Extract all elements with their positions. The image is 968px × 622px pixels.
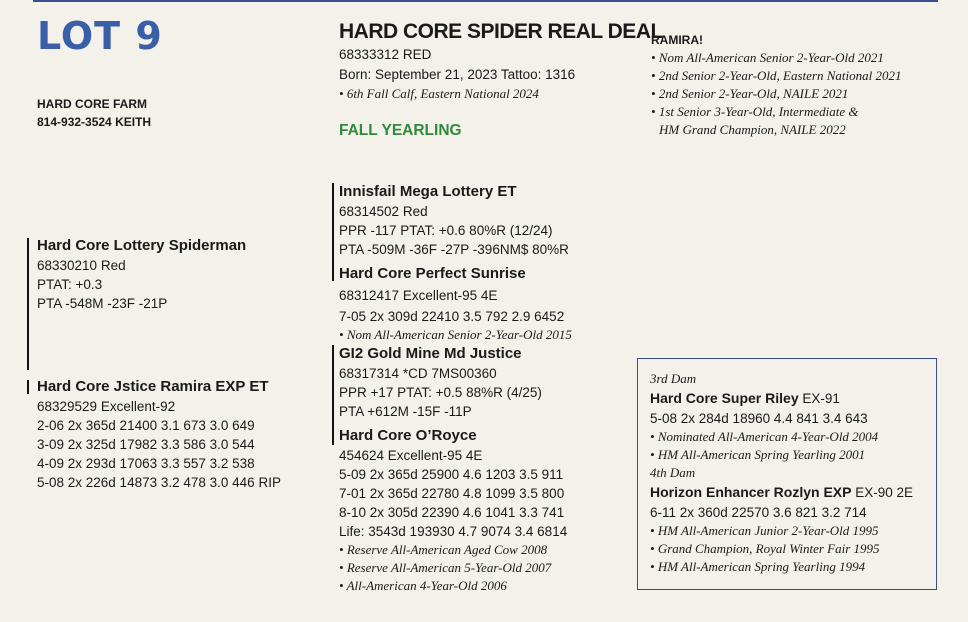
dam-sire-block	[339, 344, 542, 421]
dam-line: 3-09 2x 325d 17982 3.3 586 3.0 544	[37, 437, 255, 452]
animal-born: Born: September 21, 2023 Tattoo: 1316	[339, 67, 576, 82]
dam-sire-connector-line	[332, 345, 334, 445]
sire-dam-award: • Nom All-American Senior 2-Year-Old 2015	[339, 327, 572, 342]
sire-line: PTA -548M -23F -21P	[37, 296, 168, 311]
ramira-item: • 2nd Senior 2-Year-Old, NAILE 2021	[651, 86, 849, 101]
ramira-honors	[651, 33, 901, 139]
animal-name: HARD CORE SPIDER REAL DEAL	[339, 20, 663, 43]
top-rule	[33, 0, 938, 2]
third-dam-record: 5-08 2x 284d 18960 4.4 841 3.4 643	[650, 411, 868, 426]
consignor-block	[37, 95, 151, 131]
sire-sire-line: PPR -117 PTAT: +0.6 80%R (12/24)	[339, 223, 553, 238]
sire-sire-line: PTA -509M -36F -27P -396NM$ 80%R	[339, 242, 569, 257]
animal-class: FALL YEARLING	[339, 122, 462, 139]
sire-connector-line	[27, 238, 29, 370]
consignor-contact: 814-932-3524 KEITH	[37, 115, 152, 129]
sire-name: Hard Core Lottery Spiderman	[37, 237, 247, 254]
sire-dam-block	[339, 264, 572, 344]
dam-connector-line	[27, 380, 29, 394]
fourth-dam-award: • HM All-American Junior 2-Year-Old 1995	[650, 523, 879, 538]
dam-dam-award: • Reserve All-American Aged Cow 2008	[339, 542, 548, 557]
animal-award: • 6th Fall Calf, Eastern National 2024	[339, 86, 539, 101]
lot-title: LOT 9	[37, 14, 163, 58]
dam-sire-name: GI2 Gold Mine Md Justice	[339, 345, 522, 362]
fourth-dam-label: 4th Dam	[650, 465, 696, 480]
third-dam-award: • Nominated All-American 4-Year-Old 2004	[650, 429, 879, 444]
sire-line: PTAT: +0.3	[37, 277, 103, 292]
ramira-item: HM Grand Champion, NAILE 2022	[659, 122, 846, 137]
fourth-dam-award: • Grand Champion, Royal Winter Fair 1995	[650, 541, 880, 556]
animal-award-text: 6th Fall Calf, Eastern National 2024	[346, 86, 539, 101]
ramira-item: • 1st Senior 3-Year-Old, Intermediate &	[651, 104, 859, 119]
fourth-dam-heading	[650, 482, 913, 503]
fourth-dam-award: • HM All-American Spring Yearling 1994	[650, 559, 866, 574]
fourth-dam-name: Horizon Enhancer Rozlyn EXP	[650, 484, 852, 500]
dam-dam-line: 8-10 2x 305d 22390 4.6 1041 3.3 741	[339, 505, 565, 520]
third-dam-name: Hard Core Super Riley	[650, 390, 799, 406]
dam-line: 2-06 2x 365d 21400 3.1 673 3.0 649	[37, 418, 255, 433]
third-dam-label: 3rd Dam	[650, 371, 697, 386]
dam-dam-line: 5-09 2x 365d 25900 4.6 1203 3.5 911	[339, 467, 564, 482]
consignor-name: HARD CORE FARM	[37, 97, 147, 111]
sire-block	[37, 236, 246, 313]
sire-sire-block	[339, 182, 569, 259]
ramira-item: • Nom All-American Senior 2-Year-Old 2021	[651, 50, 884, 65]
dam-line: 4-09 2x 293d 17063 3.3 557 3.2 538	[37, 456, 255, 471]
dam-name: Hard Core Jstice Ramira EXP ET	[37, 378, 269, 395]
animal-id: 68333312 RED	[339, 47, 432, 62]
dam-dam-name: Hard Core O’Royce	[339, 427, 477, 444]
dam-block	[37, 377, 281, 492]
sire-sire-connector-line	[332, 183, 334, 281]
dam-line: 5-08 2x 226d 14873 3.2 478 3.0 446 RIP	[37, 475, 281, 490]
dam-line: 68329529 Excellent-92	[37, 399, 176, 414]
fourth-dam-score: EX-90 2E	[851, 485, 914, 500]
dam-dam-line: Life: 3543d 193930 4.7 9074 3.4 6814	[339, 524, 568, 539]
sire-dam-name: Hard Core Perfect Sunrise	[339, 265, 526, 282]
dam-sire-line: PPR +17 PTAT: +0.5 88%R (4/25)	[339, 385, 542, 400]
dam-sire-line: 68317314 *CD 7MS00360	[339, 366, 497, 381]
ramira-title: RAMIRA!	[651, 33, 703, 47]
sire-sire-name: Innisfail Mega Lottery ET	[339, 183, 517, 200]
sire-sire-line: 68314502 Red	[339, 204, 428, 219]
sire-line: 68330210 Red	[37, 258, 126, 273]
dam-dam-award: • Reserve All-American 5-Year-Old 2007	[339, 560, 552, 575]
third-dam-heading	[650, 388, 913, 409]
dam-dam-line: 7-01 2x 365d 22780 4.8 1099 3.5 800	[339, 486, 565, 501]
ramira-item: • 2nd Senior 2-Year-Old, Eastern National 2021	[651, 68, 902, 83]
dam-line-box-content	[650, 370, 913, 576]
dam-sire-line: PTA +612M -15F -11P	[339, 404, 472, 419]
sire-dam-line: 7-05 2x 309d 22410 3.5 792 2.9 6452	[339, 309, 565, 324]
dam-dam-award: • All-American 4-Year-Old 2006	[339, 578, 507, 593]
third-dam-award: • HM All-American Spring Yearling 2001	[650, 447, 866, 462]
dam-dam-block	[339, 426, 567, 595]
fourth-dam-record: 6-11 2x 360d 22570 3.6 821 3.2 714	[650, 505, 867, 520]
dam-dam-line: 454624 Excellent-95 4E	[339, 448, 483, 463]
third-dam-score: EX-91	[798, 391, 840, 406]
sire-dam-line: 68312417 Excellent-95 4E	[339, 288, 498, 303]
